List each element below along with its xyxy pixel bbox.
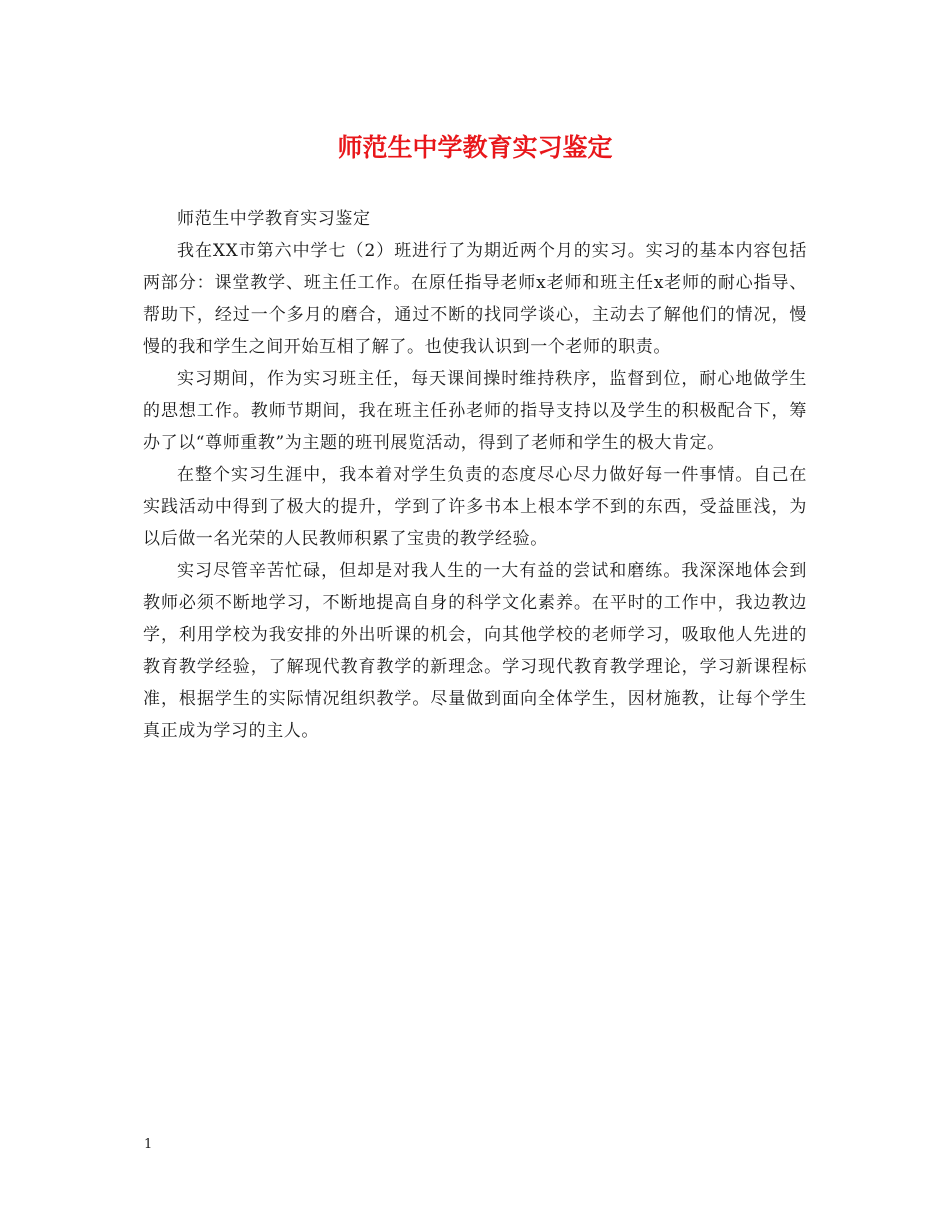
paragraph-internship-overview: 我在XX市第六中学七（2）班进行了为期近两个月的实习。实习的基本内容包括两部分：课堂教学、班主任工作。在原任指导老师x老师和班主任x老师的耐心指导、帮助下，经过一个多月的磨合，通过不断的找同学谈心，主动去了解他们的情况，慢慢的我和学生之间开始互相了解了。也使我认识到一个老师的职责。 [143,241,807,357]
document-title: 师范生中学教育实习鉴定 [337,133,613,162]
paragraph-subtitle: 师范生中学教育实习鉴定 [177,209,371,229]
paragraph-class-teacher-work: 实习期间，作为实习班主任，每天课间操时维持秩序，监督到位，耐心地做学生的思想工作。教师节期间，我在班主任孙老师的指导支持以及学生的积极配合下，筹办了以“尊师重教”为主题的班刊展览活动，得到了老师和学生的极大肯定。 [143,369,807,453]
document-body [143,203,807,747]
paragraph-responsibility: 在整个实习生涯中，我本着对学生负责的态度尽心尽力做好每一件事情。自己在实践活动中得到了极大的提升，学到了许多书本上根本学不到的东西，受益匪浅，为以后做一名光荣的人民教师积累了宝贵的教学经验。 [143,465,807,549]
paragraph-reflection: 实习尽管辛苦忙碌，但却是对我人生的一大有益的尝试和磨练。我深深地体会到教师必须不断地学习，不断地提高自身的科学文化素养。在平时的工作中，我边教边学，利用学校为我安排的外出听课的机会，向其他学校的老师学习，吸取他人先进的教育教学经验，了解现代教育教学的新理念。学习现代教育教学理论，学习新课程标准，根据学生的实际情况组织教学。尽量做到面向全体学生，因材施教，让每个学生真正成为学习的主人。 [143,561,807,741]
page-number: 1 [144,1137,153,1152]
